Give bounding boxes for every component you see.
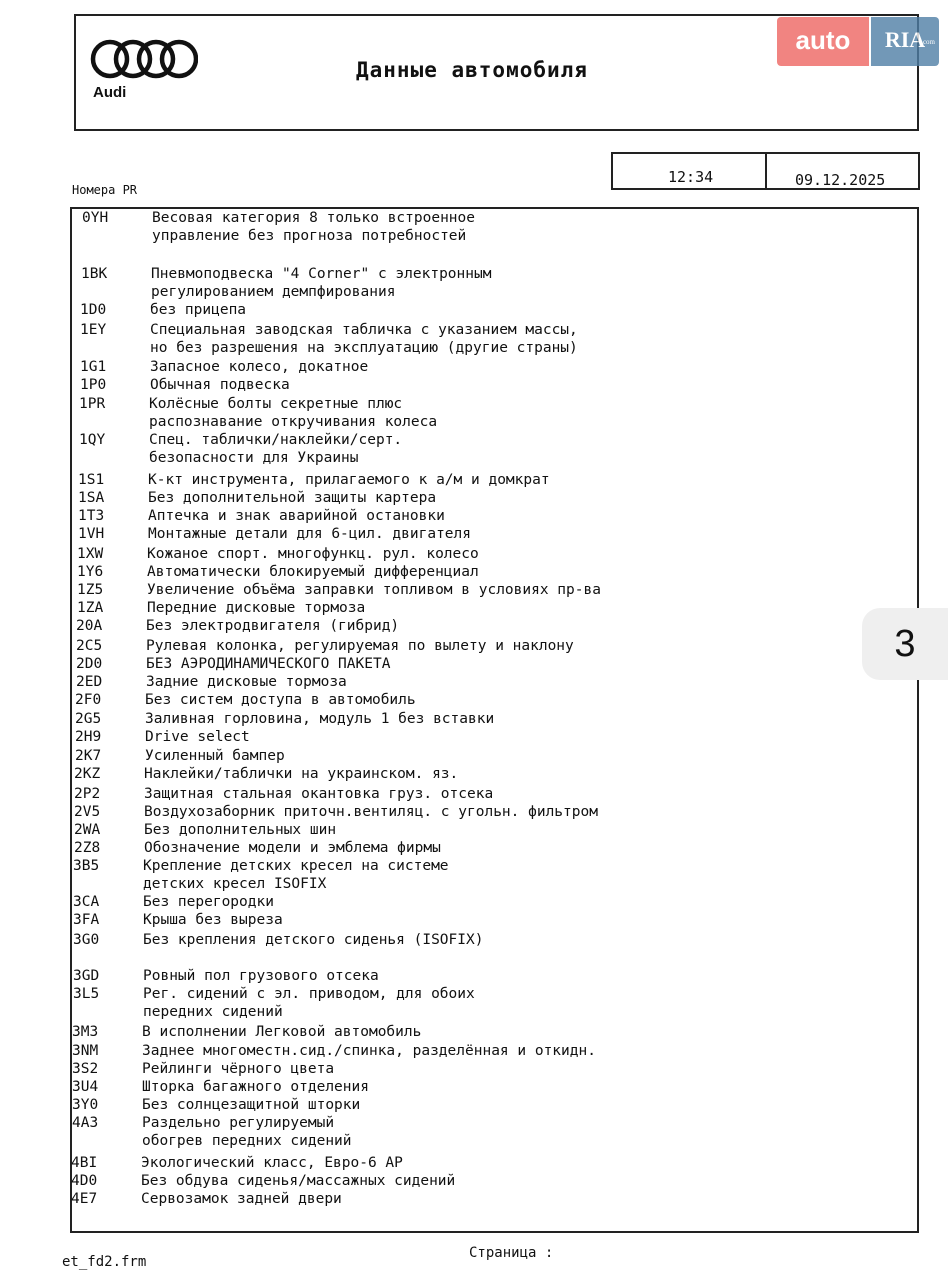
pr-description: [146, 656, 390, 673]
pr-code: 1Y6: [77, 564, 104, 580]
pr-code: 3G0: [73, 932, 100, 948]
pr-description-line: Автоматически блокируемый дифференциал: [147, 564, 479, 580]
pr-code: 2H9: [75, 729, 102, 745]
pr-code: 2P2: [74, 786, 101, 802]
pr-code: 3B5: [73, 858, 100, 874]
pr-description: [147, 546, 479, 563]
pr-description-line: Задние дисковые тормоза: [146, 674, 347, 690]
pr-code: 3FA: [73, 912, 100, 928]
pr-description: [144, 804, 598, 821]
pr-code: 2Z8: [74, 840, 101, 856]
section-label: Номера PR: [72, 183, 138, 197]
pr-description: [143, 932, 483, 949]
watermark-ria: [871, 17, 939, 66]
pr-description-line: Ровный пол грузового отсека: [143, 968, 379, 984]
pr-description-line: Заливная горловина, модуль 1 без вставки: [145, 711, 495, 727]
pr-description-line: Наклейки/таблички на украинском. яз.: [144, 766, 459, 782]
pr-description: [147, 582, 601, 599]
pr-description-line: регулированием демпфирования: [151, 284, 396, 300]
pr-description-line: Усиленный бампер: [145, 748, 285, 764]
pr-description-line: Рег. сидений с эл. приводом, для обоих: [143, 986, 475, 1002]
pr-code: 1BK: [81, 266, 108, 282]
pr-code: 2ED: [76, 674, 103, 690]
footer-filename: et_fd2.frm: [62, 1254, 147, 1270]
pr-code: 1Z5: [77, 582, 104, 598]
pr-code: 1EY: [80, 322, 107, 338]
pr-code: 1T3: [78, 508, 105, 524]
pr-description: [147, 600, 365, 617]
pr-code: 4E7: [71, 1191, 98, 1207]
pr-code: 1P0: [80, 377, 107, 393]
pr-description-line: обогрев передних сидений: [142, 1133, 352, 1149]
pr-description: [143, 986, 475, 1021]
pr-code: 3U4: [72, 1079, 99, 1095]
pr-description-line: но без разрешения на эксплуатацию (другие страны): [150, 340, 578, 356]
pr-description: [143, 858, 449, 893]
pr-code: 1D0: [80, 302, 107, 318]
pr-description: [141, 1191, 342, 1208]
pr-description: [143, 968, 379, 985]
pr-description: [144, 840, 441, 857]
page-title: Данные автомобиля: [356, 58, 588, 82]
pr-code: 1VH: [78, 526, 105, 542]
pr-code: 1S1: [78, 472, 105, 488]
pr-description: [142, 1061, 334, 1078]
pr-code: 2G5: [75, 711, 102, 727]
watermark-domain: .com: [921, 38, 935, 46]
pr-code: 4D0: [71, 1173, 98, 1189]
brand-name: Audi: [93, 84, 127, 101]
pr-description-line: Шторка багажного отделения: [142, 1079, 369, 1095]
pr-description-line: Кожаное спорт. многофункц. рул. колесо: [147, 546, 479, 562]
pr-description: [141, 1173, 455, 1190]
pr-description-line: Колёсные болты секретные плюс: [149, 396, 403, 412]
pr-description: [142, 1115, 352, 1150]
pr-code: 3GD: [73, 968, 100, 984]
pr-description: [143, 894, 274, 911]
pr-description-line: Весовая категория 8 только встроенное: [152, 210, 476, 226]
audi-rings-logo: [90, 37, 198, 81]
pr-description-line: Рейлинги чёрного цвета: [142, 1061, 335, 1077]
pr-code: 1QY: [79, 432, 106, 448]
pr-description-line: Защитная стальная окантовка груз. отсека: [144, 786, 494, 802]
pr-description-line: передних сидений: [143, 1004, 283, 1020]
pr-description-line: Без дополнительной защиты картера: [148, 490, 437, 506]
autoria-watermark: [777, 17, 939, 66]
pr-description-line: Спец. таблички/наклейки/серт.: [149, 432, 403, 448]
pr-description-line: Без электродвигателя (гибрид): [146, 618, 400, 634]
pr-description: [141, 1155, 403, 1172]
timestamp-divider: [765, 154, 767, 188]
pr-description-line: Обозначение модели и эмблема фирмы: [144, 840, 441, 856]
pr-description-line: распознавание откручивания колеса: [149, 414, 438, 430]
date-value: 09.12.2025: [795, 171, 886, 189]
pr-code: 2KZ: [74, 766, 101, 782]
pr-description: [146, 618, 399, 635]
page-number-tab: 3: [862, 608, 948, 680]
pr-description: [150, 359, 368, 376]
pr-description-line: Крепление детских кресел на системе: [143, 858, 449, 874]
pr-description-line: Аптечка и знак аварийной остановки: [148, 508, 445, 524]
pr-code: 2C5: [76, 638, 103, 654]
pr-description-line: Специальная заводская табличка с указанием массы,: [150, 322, 578, 338]
pr-description-line: Обычная подвеска: [150, 377, 290, 393]
pr-description: [150, 322, 578, 357]
pr-description: [145, 692, 416, 709]
watermark-ria-text: RIA: [884, 27, 926, 52]
pr-description: [149, 432, 402, 467]
pr-code: 3Y0: [72, 1097, 99, 1113]
pr-description-line: Рулевая колонка, регулируемая по вылету и наклону: [146, 638, 574, 654]
pr-code: 1ZA: [77, 600, 104, 616]
pr-description-line: Без перегородки: [143, 894, 274, 910]
pr-code: 3S2: [72, 1061, 99, 1077]
pr-code: 3L5: [73, 986, 100, 1002]
timestamp-box: [611, 152, 920, 190]
pr-description: [146, 674, 347, 691]
pr-code: 2K7: [75, 748, 102, 764]
pr-description-line: Без дополнительных шин: [144, 822, 337, 838]
pr-description: [145, 711, 494, 728]
pr-description: [144, 786, 493, 803]
pr-description-line: Увеличение объёма заправки топливом в условиях пр-ва: [147, 582, 601, 598]
pr-description-line: К-кт инструмента, прилагаемого к а/м и домкрат: [148, 472, 550, 488]
pr-code: 1G1: [80, 359, 107, 375]
pr-description: [142, 1043, 596, 1060]
pr-description: [150, 302, 246, 319]
pr-code: 4BI: [71, 1155, 98, 1171]
pr-description: [143, 912, 283, 929]
watermark-auto: auto: [777, 17, 869, 66]
pr-description-line: Без солнцезащитной шторки: [142, 1097, 361, 1113]
pr-description: [144, 766, 458, 783]
pr-code: 2WA: [74, 822, 101, 838]
pr-description: [145, 748, 285, 765]
pr-description-line: Заднее многоместн.сид./спинка, разделённая и откидн.: [142, 1043, 596, 1059]
time-value: 12:34: [668, 168, 714, 186]
pr-code: 20A: [76, 618, 103, 634]
pr-description: [142, 1097, 360, 1114]
pr-description-line: Запасное колесо, докатное: [150, 359, 369, 375]
pr-description-line: Без систем доступа в автомобиль: [145, 692, 416, 708]
pr-description-line: Экологический класс, Евро-6 АР: [141, 1155, 403, 1171]
pr-code: 1SA: [78, 490, 105, 506]
pr-code: 4A3: [72, 1115, 99, 1131]
footer-page-label: Страница :: [469, 1245, 554, 1261]
pr-description-line: Без крепления детского сиденья (ISOFIX): [143, 932, 484, 948]
pr-code: 2V5: [74, 804, 101, 820]
pr-code: 3CA: [73, 894, 100, 910]
pr-description: [148, 472, 550, 489]
pr-description: [152, 210, 475, 245]
pr-description: [145, 729, 250, 746]
pr-description-line: Монтажные детали для 6-цил. двигателя: [148, 526, 472, 542]
pr-description: [149, 396, 437, 431]
pr-code: 2D0: [76, 656, 103, 672]
pr-code: 0YH: [82, 210, 109, 226]
pr-code: 3NM: [72, 1043, 99, 1059]
pr-description-line: БЕЗ АЭРОДИНАМИЧЕСКОГО ПАКЕТА: [146, 656, 391, 672]
pr-description-line: В исполнении Легковой автомобиль: [142, 1024, 422, 1040]
pr-description: [144, 822, 336, 839]
pr-description-line: без прицепа: [150, 302, 247, 318]
pr-description-line: Пневмоподвеска "4 Corner" с электронным: [151, 266, 492, 282]
pr-description-line: Крыша без выреза: [143, 912, 283, 928]
pr-description-line: Воздухозаборник приточн.вентиляц. с угольн. фильтром: [144, 804, 598, 820]
pr-description-line: Раздельно регулируемый: [142, 1115, 335, 1131]
pr-description: [148, 526, 471, 543]
pr-code: 1XW: [77, 546, 104, 562]
pr-code: 3M3: [72, 1024, 99, 1040]
pr-description: [148, 508, 445, 525]
pr-description: [150, 377, 290, 394]
pr-code: 1PR: [79, 396, 106, 412]
pr-description: [142, 1024, 421, 1041]
pr-description-line: Drive select: [145, 729, 250, 745]
pr-description-line: управление без прогноза потребностей: [152, 228, 467, 244]
pr-description: [151, 266, 491, 301]
pr-description-line: Передние дисковые тормоза: [147, 600, 366, 616]
pr-description: [142, 1079, 369, 1096]
pr-description-line: Без обдува сиденья/массажных сидений: [141, 1173, 456, 1189]
pr-description-line: детских кресел ISOFIX: [143, 876, 327, 892]
pr-description-line: безопасности для Украины: [149, 450, 359, 466]
pr-description: [148, 490, 436, 507]
pr-description: [147, 564, 479, 581]
pr-code: 2F0: [75, 692, 102, 708]
pr-description-line: Сервозамок задней двери: [141, 1191, 342, 1207]
pr-description: [146, 638, 574, 655]
